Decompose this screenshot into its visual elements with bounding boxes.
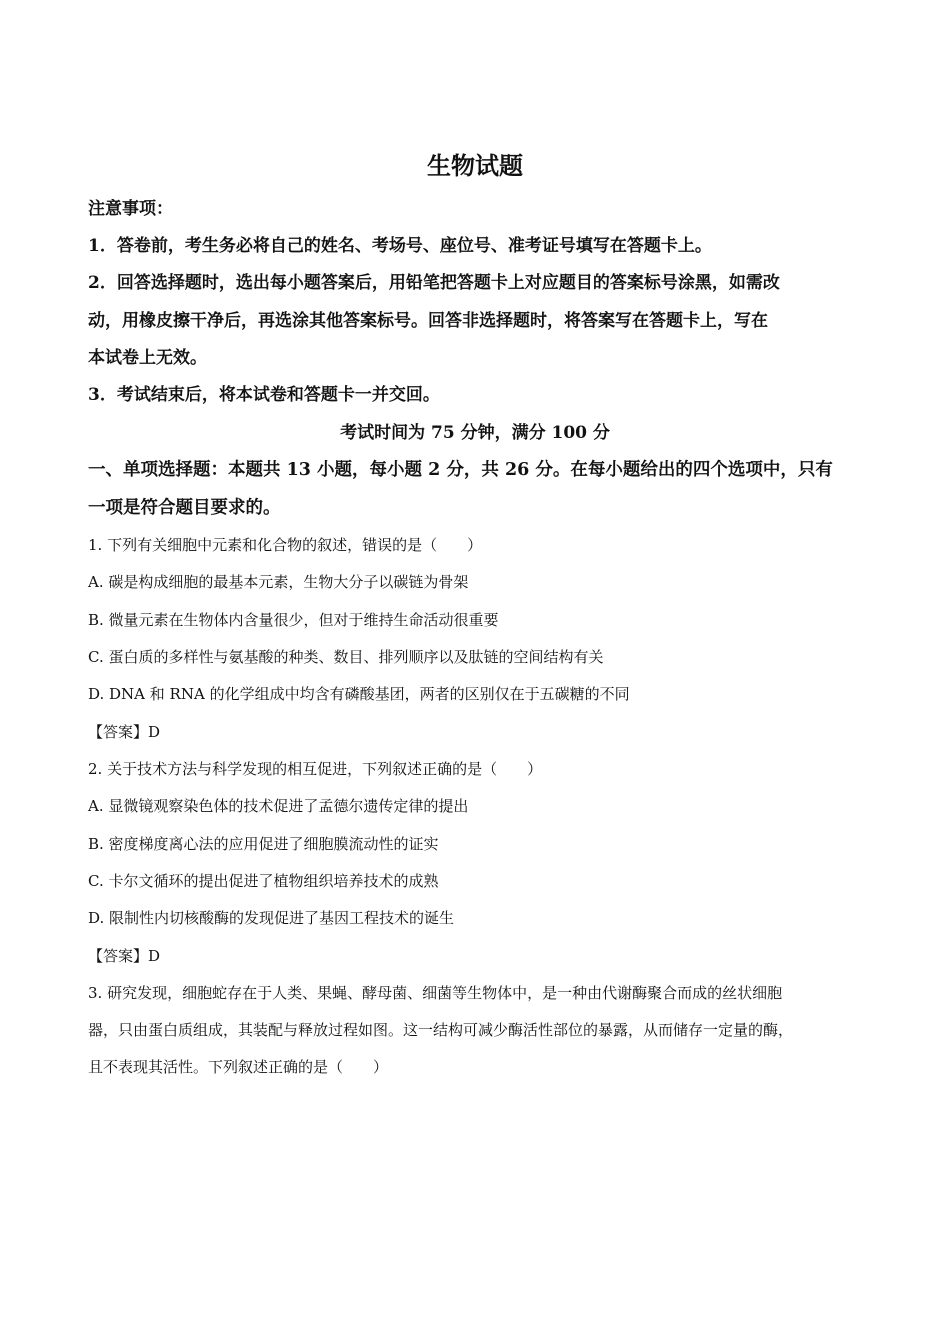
notice-item-1: 1．答卷前，考生务必将自己的姓名、考场号、座位号、准考证号填写在答题卡上。 [88, 236, 712, 256]
section-heading-line-2: 一项是符合题目要求的。 [88, 498, 281, 518]
question-2-option-b: B. 密度梯度离心法的应用促进了细胞膜流动性的证实 [88, 835, 439, 853]
exam-info: 考试时间为 75 分钟，满分 100 分 [340, 423, 610, 443]
question-2-answer: 【答案】D [88, 947, 161, 965]
section-heading-line-1: 一、单项选择题：本题共 13 小题，每小题 2 分，共 26 分。在每小题给出的四个选项中，只有 [88, 460, 833, 480]
notice-heading: 注意事项： [88, 199, 173, 219]
question-2-stem: 2. 关于技术方法与科学发现的相互促进，下列叙述正确的是（ ） [88, 760, 543, 778]
question-3-line-3: 且不表现其活性。下列叙述正确的是（ ） [88, 1058, 389, 1076]
notice-item-2-line-3: 本试卷上无效。 [88, 348, 207, 368]
question-2-option-a: A. 显微镜观察染色体的技术促进了孟德尔遗传定律的提出 [88, 797, 469, 815]
page-title: 生物试题 [427, 151, 523, 180]
question-1-option-c: C. 蛋白质的多样性与氨基酸的种类、数目、排列顺序以及肽链的空间结构有关 [88, 648, 604, 666]
notice-item-2-line-1: 2．回答选择题时，选出每小题答案后，用铅笔把答题卡上对应题目的答案标号涂黑，如需改 [88, 273, 780, 293]
question-1-answer: 【答案】D [88, 723, 161, 741]
question-2-option-d: D. 限制性内切核酸酶的发现促进了基因工程技术的诞生 [88, 909, 455, 927]
question-1-stem: 1. 下列有关细胞中元素和化合物的叙述，错误的是（ ） [88, 536, 483, 554]
notice-item-2-line-2: 动，用橡皮擦干净后，再选涂其他答案标号。回答非选择题时，将答案写在答题卡上，写在 [88, 311, 768, 331]
question-3-line-1: 3. 研究发现，细胞蛇存在于人类、果蝇、酵母菌、细菌等生物体中，是一种由代谢酶聚合而成的丝状细胞 [88, 984, 783, 1002]
question-1-option-d: D. DNA 和 RNA 的化学组成中均含有磷酸基团，两者的区别仅在于五碳糖的不同 [88, 685, 630, 703]
question-2-option-c: C. 卡尔文循环的提出促进了植物组织培养技术的成熟 [88, 872, 439, 890]
question-1-option-b: B. 微量元素在生物体内含量很少，但对于维持生命活动很重要 [88, 611, 499, 629]
notice-item-3: 3．考试结束后，将本试卷和答题卡一并交回。 [88, 385, 440, 405]
question-1-option-a: A. 碳是构成细胞的最基本元素，生物大分子以碳链为骨架 [88, 573, 469, 591]
question-3-line-2: 器，只由蛋白质组成，其装配与释放过程如图。这一结构可减少酶活性部位的暴露，从而储存一定量的酶， [88, 1021, 794, 1039]
